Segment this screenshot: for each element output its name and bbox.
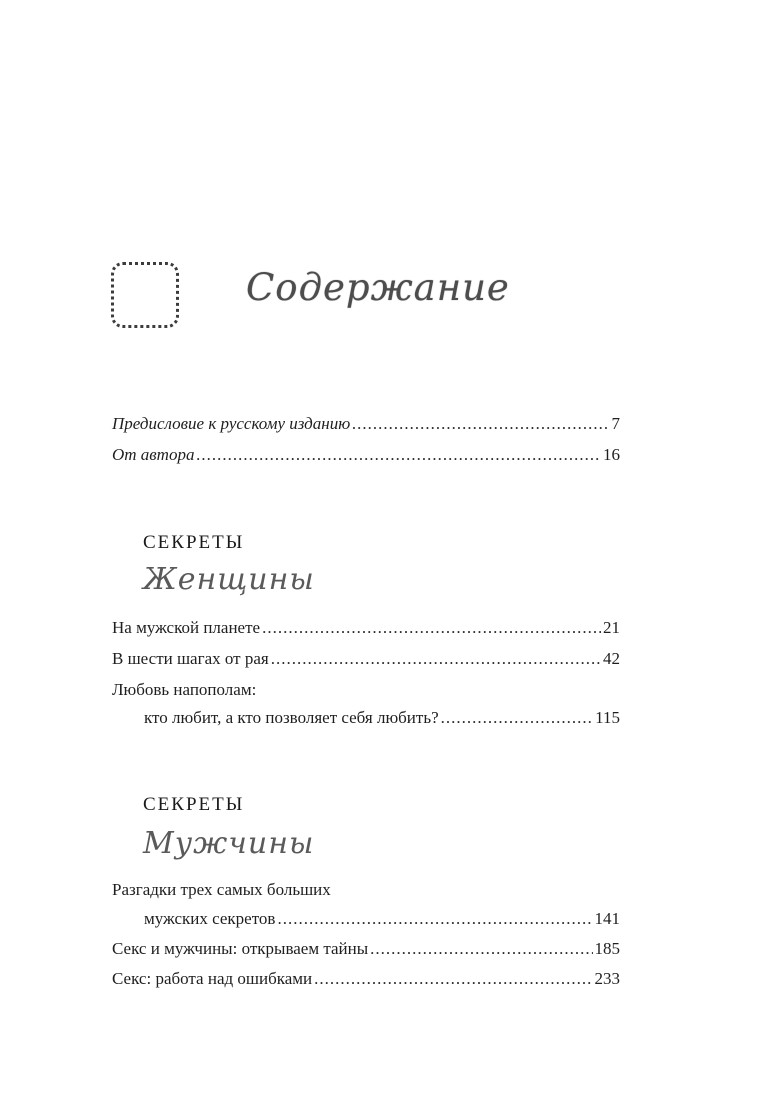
toc-dot-leader <box>352 411 609 437</box>
section-script-title: Мужчины <box>143 826 315 861</box>
toc-dot-leader <box>196 442 601 468</box>
toc-entry[interactable] <box>112 615 620 641</box>
toc-page-number: 185 <box>594 939 620 958</box>
toc-dot-leader <box>370 936 592 962</box>
toc-entry-title: От автора <box>112 445 195 464</box>
section-label: СЕКРЕТЫ <box>143 532 245 553</box>
toc-dot-leader <box>314 966 592 992</box>
toc-dot-leader <box>277 906 592 932</box>
toc-entry-title: Секс: работа над ошибками <box>112 969 313 988</box>
toc-entry[interactable] <box>112 936 620 962</box>
toc-entry-title: На мужской планете <box>112 618 261 637</box>
toc-page-number: 16 <box>603 445 620 464</box>
toc-page-number: 233 <box>594 969 620 988</box>
toc-entry-title: Секс и мужчины: открываем тайны <box>112 939 369 958</box>
toc-page-number: 115 <box>595 708 620 727</box>
toc-entry-title[interactable]: Разгадки трех самых больших <box>112 880 331 899</box>
toc-entry-continuation: мужских секретов <box>144 909 276 928</box>
toc-entry-continuation: кто любит, а кто позволяет себя любить? <box>144 708 439 727</box>
toc-entry[interactable] <box>112 442 620 468</box>
section-script-title: Женщины <box>143 562 315 597</box>
toc-page-number: 7 <box>611 414 620 433</box>
toc-entry[interactable] <box>112 966 620 992</box>
decorative-frame-icon <box>111 262 179 328</box>
toc-dot-leader <box>441 705 593 731</box>
toc-entry[interactable] <box>112 646 620 672</box>
toc-page-number: 141 <box>594 909 620 928</box>
toc-dot-leader <box>271 646 601 672</box>
toc-entry[interactable] <box>112 411 620 437</box>
toc-entry-title: Предисловие к русскому изданию <box>112 414 351 433</box>
section-label: СЕКРЕТЫ <box>143 794 245 815</box>
toc-entry-title: В шести шагах от рая <box>112 649 269 668</box>
toc-entry[interactable] <box>144 906 620 932</box>
toc-page-number: 42 <box>603 649 620 668</box>
toc-dot-leader <box>262 615 601 641</box>
page-title: Содержание <box>246 266 510 309</box>
toc-entry[interactable] <box>144 705 620 731</box>
toc-entry-title[interactable]: Любовь напополам: <box>112 680 257 699</box>
toc-page-number: 21 <box>603 618 620 637</box>
